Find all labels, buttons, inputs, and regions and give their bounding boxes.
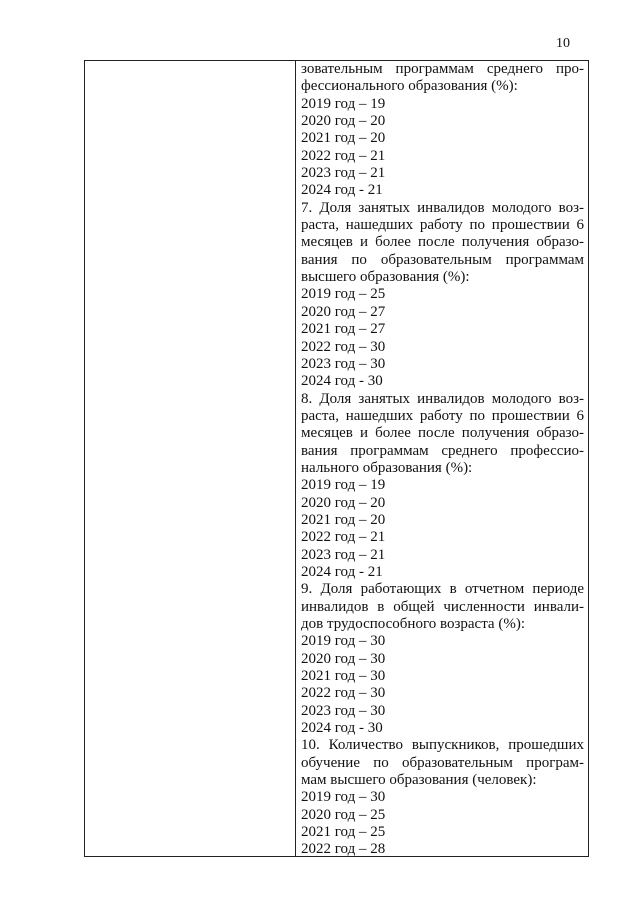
indicators-column — [301, 61, 584, 859]
text-line: 2022 год – 30 — [301, 685, 386, 702]
text-line: 2019 год – 25 — [301, 286, 386, 303]
text-line: 2023 год – 21 — [301, 546, 386, 563]
text-line: 2023 год – 21 — [301, 165, 386, 182]
text-line: 2024 год - 30 — [301, 720, 383, 737]
text-line: 2024 год - 30 — [301, 373, 383, 390]
text-line: фессионального образования (%): — [301, 78, 518, 95]
text-line: 8. Доля занятых инвалидов молодого воз- — [301, 390, 584, 407]
text-line: 2021 год – 25 — [301, 824, 386, 841]
text-line: 2020 год – 20 — [301, 113, 386, 130]
text-line: 2023 год – 30 — [301, 702, 386, 719]
text-line: 2019 год – 19 — [301, 95, 386, 112]
document-table — [84, 60, 589, 857]
text-line: 10. Количество выпускников, прошедших — [301, 737, 584, 754]
text-line: 2019 год – 30 — [301, 633, 386, 650]
text-line: мам высшего образования (человек): — [301, 772, 537, 789]
text-line: 7. Доля занятых инвалидов молодого воз- — [301, 199, 584, 216]
text-line: нального образования (%): — [301, 459, 473, 476]
text-line: 2024 год - 21 — [301, 182, 383, 199]
text-line: высшего образования (%): — [301, 269, 470, 286]
text-line: обучение по образовательным програм- — [301, 754, 584, 771]
text-line: инвалидов в общей численности инвали- — [301, 598, 584, 615]
text-line: вания программам среднего профессио- — [301, 442, 584, 459]
text-line: 2022 год – 30 — [301, 338, 386, 355]
text-line: 2022 год – 28 — [301, 841, 386, 858]
text-line: 2021 год – 30 — [301, 668, 386, 685]
text-line: 2019 год – 19 — [301, 477, 386, 494]
text-line: 2023 год – 30 — [301, 355, 386, 372]
text-line: 2019 год – 30 — [301, 789, 386, 806]
text-line: 2024 год - 21 — [301, 563, 383, 580]
text-line: раста, нашедших работу по прошествии 6 — [301, 407, 584, 424]
text-line: месяцев и более после получения образо- — [301, 425, 584, 442]
text-line: зовательным программам среднего про- — [301, 61, 584, 77]
text-line: 2020 год – 25 — [301, 806, 386, 823]
text-line: 2020 год – 20 — [301, 494, 386, 511]
text-line: 2020 год – 27 — [301, 303, 386, 320]
text-line: вания по образовательным программам — [301, 251, 584, 268]
text-line: 2021 год – 20 — [301, 130, 386, 147]
text-line: 2021 год – 27 — [301, 321, 386, 338]
text-line: раста, нашедших работу по прошествии 6 — [301, 217, 584, 234]
text-line: 9. Доля работающих в отчетном периоде — [301, 581, 584, 598]
page-number: 10 — [556, 36, 570, 51]
text-line: месяцев и более после получения образо- — [301, 234, 584, 251]
text-line: 2021 год – 20 — [301, 511, 386, 528]
text-line: дов трудоспособного возраста (%): — [301, 616, 525, 632]
text-line: 2020 год – 30 — [301, 650, 386, 667]
text-line: 2022 год – 21 — [301, 147, 386, 164]
text-line: 2022 год – 21 — [301, 529, 386, 546]
column-divider — [295, 61, 296, 856]
